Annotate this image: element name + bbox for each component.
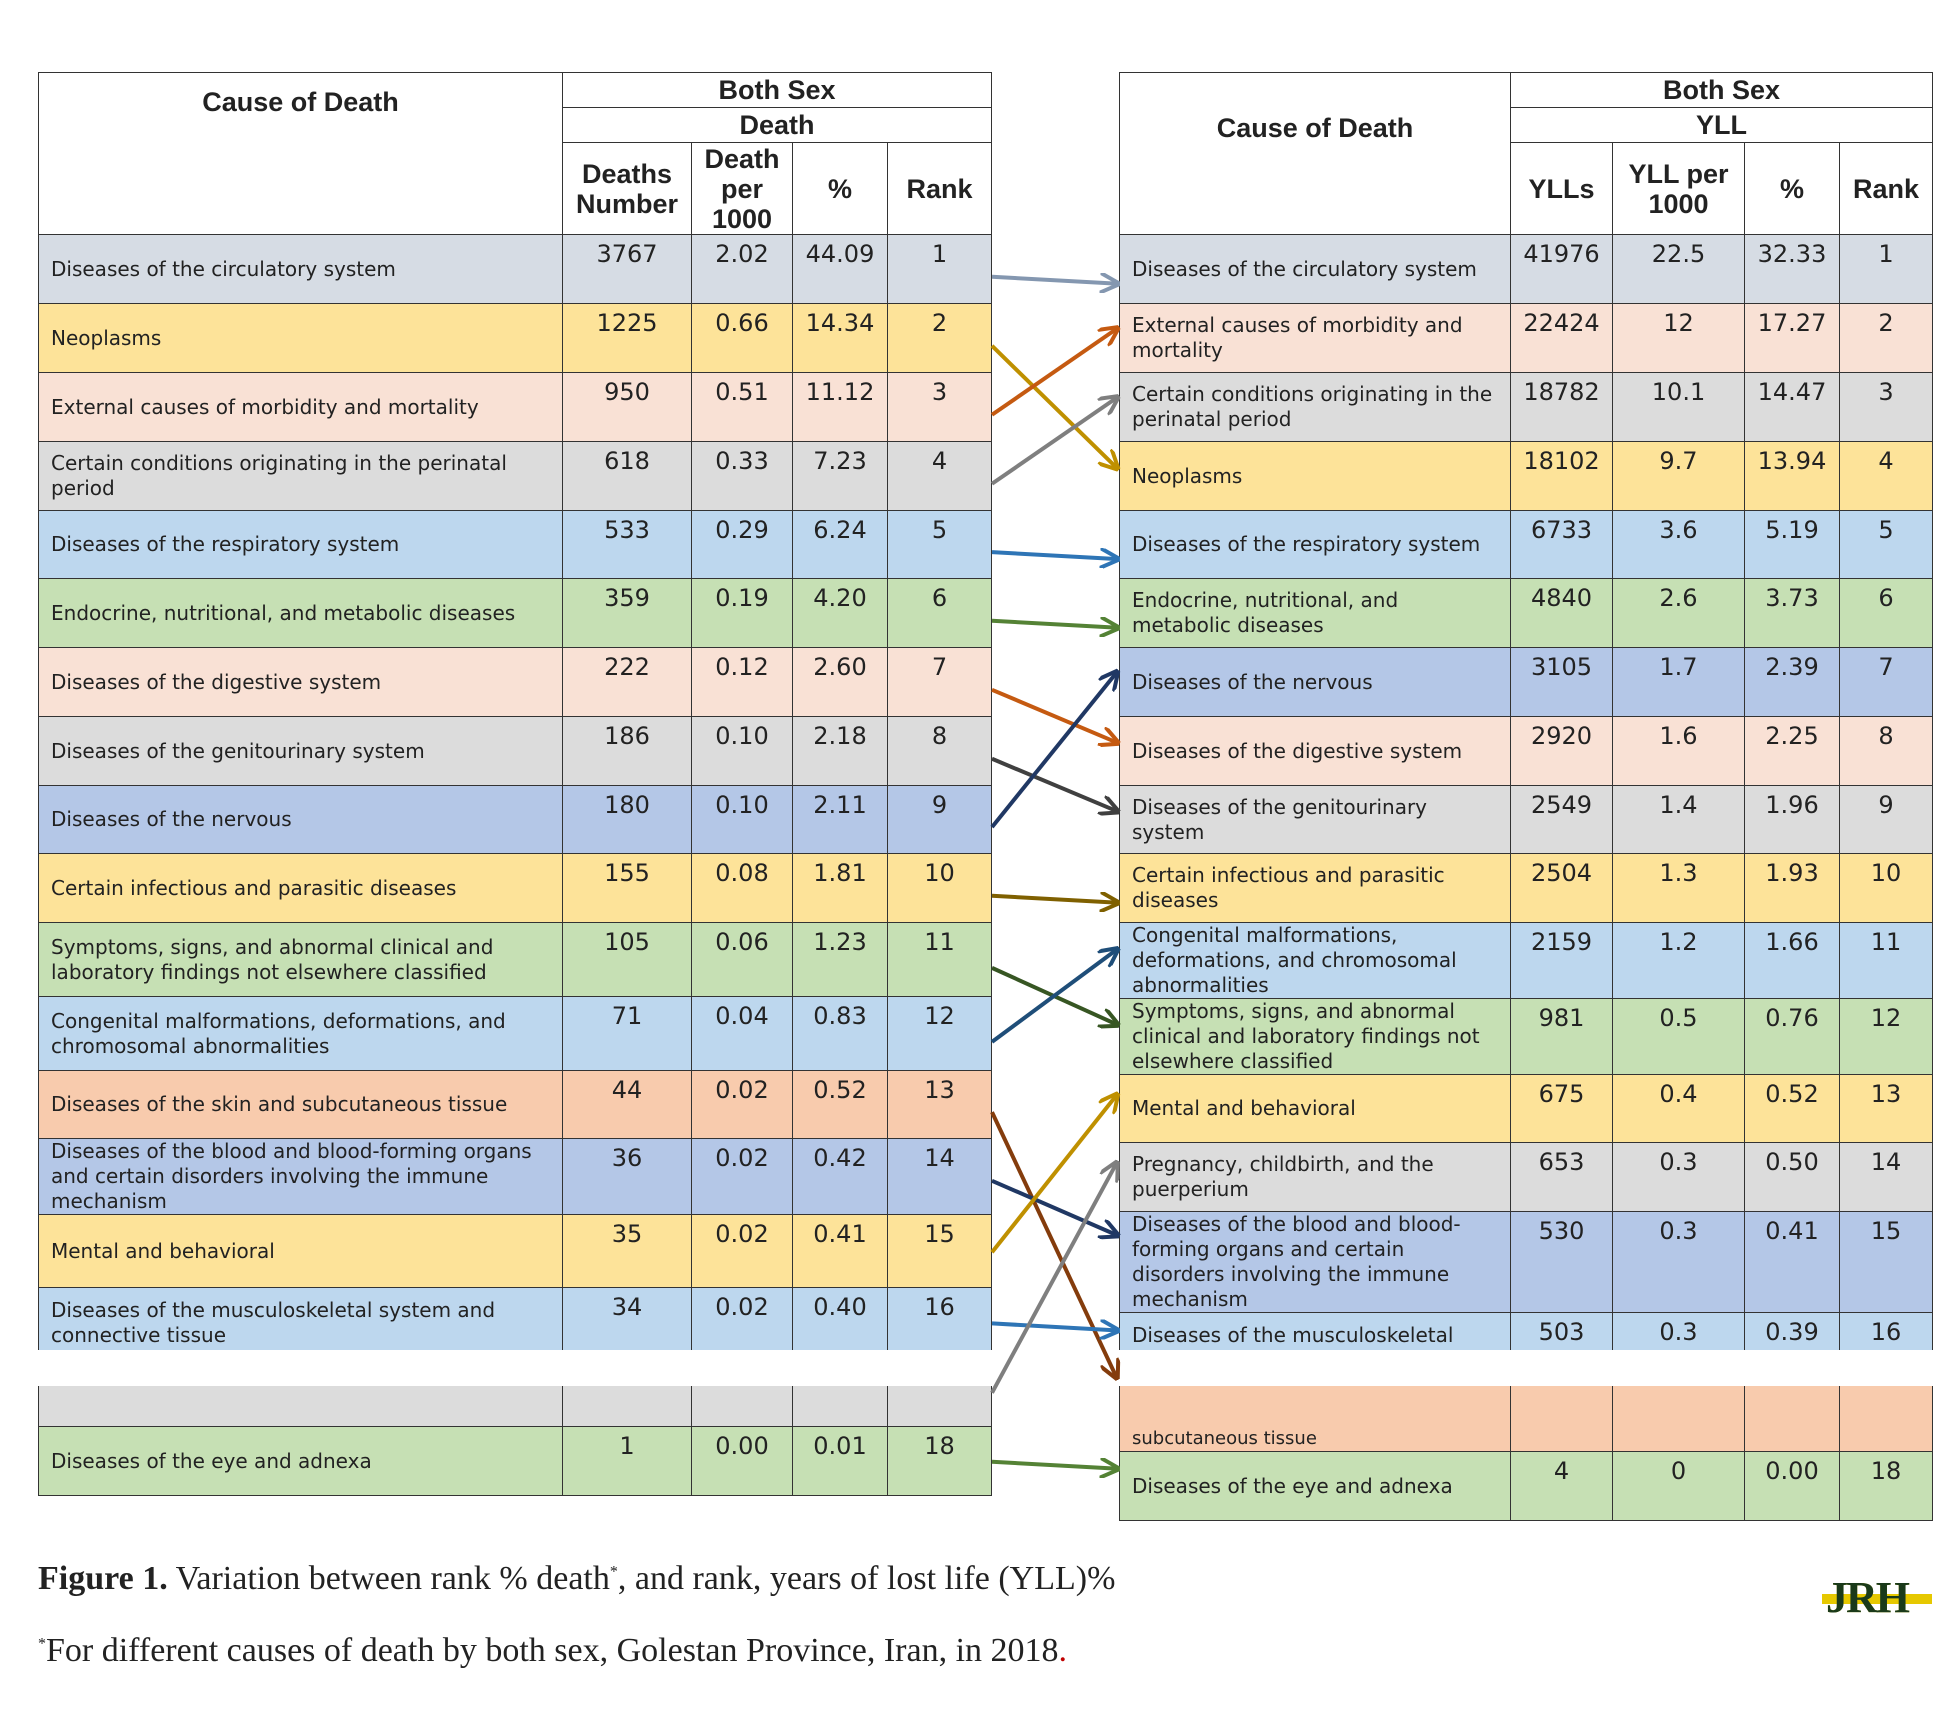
rank-cell: 6	[1840, 579, 1933, 648]
rank-header: Rank	[888, 143, 992, 235]
cause-cell: Diseases of the digestive system	[1120, 717, 1511, 786]
both-sex-header: Both Sex	[1511, 73, 1933, 108]
value-1-cell: 503	[1511, 1313, 1613, 1383]
cause-cell: Diseases of the respiratory system	[39, 511, 563, 579]
rank-cell: 11	[1840, 923, 1933, 999]
rank-cell: 8	[888, 717, 992, 786]
percent-cell: 0.52	[1745, 1075, 1840, 1143]
value-2-cell: 2.6	[1613, 579, 1745, 648]
rank-cell: 3	[1840, 373, 1933, 442]
rank-arrow	[992, 1462, 1116, 1469]
rank-cell: 3	[888, 373, 992, 442]
value-1-cell: 4	[1511, 1452, 1613, 1521]
rank-arrow	[992, 1112, 1116, 1376]
rank-arrow	[992, 552, 1116, 559]
value-2-cell: 0.02	[692, 1071, 793, 1139]
value-2-cell: 0.08	[692, 854, 793, 923]
rank-cell: 4	[1840, 442, 1933, 511]
cause-cell: Certain infectious and parasitic diseases	[39, 854, 563, 923]
cause-cell: Diseases of the nervous	[1120, 648, 1511, 717]
yll-group-header: YLL	[1511, 108, 1933, 143]
cause-cell: Diseases of the musculoskeletal	[1120, 1313, 1511, 1383]
percent-cell: 0.50	[1745, 1143, 1840, 1212]
cause-cell: Neoplasms	[39, 304, 563, 373]
cause-cell: Diseases of the circulatory system	[39, 235, 563, 304]
value-1-cell: 2504	[1511, 854, 1613, 923]
rank-arrow	[992, 621, 1116, 628]
rank-cell: 18	[1840, 1452, 1933, 1521]
rank-arrow	[992, 277, 1116, 284]
rank-cell: 2	[888, 304, 992, 373]
percent-cell: 7.23	[793, 442, 888, 511]
rank-cell: 7	[1840, 648, 1933, 717]
value-2-cell: 0.02	[692, 1288, 793, 1358]
rank-cell: 18	[888, 1427, 992, 1496]
percent-cell: 0.42	[793, 1139, 888, 1215]
value-2-cell: 12	[1613, 304, 1745, 373]
rank-cell: 8	[1840, 717, 1933, 786]
rank-arrow	[992, 329, 1116, 415]
value-2-cell: 0.4	[1613, 1075, 1745, 1143]
value-1-cell: 71	[563, 997, 692, 1071]
cause-cell: Certain infectious and parasitic diseases	[1120, 854, 1511, 923]
rank-cell: 11	[888, 923, 992, 997]
value-1-cell: 180	[563, 786, 692, 854]
value-2-cell: 0.5	[1613, 999, 1745, 1075]
cause-cell: Diseases of the blood and blood-forming organs and certain disorders involving the immune mechanism	[1120, 1212, 1511, 1313]
value-1-cell: 22424	[1511, 304, 1613, 373]
percent-cell: 0.83	[793, 997, 888, 1071]
value-2-cell: 0.66	[692, 304, 793, 373]
yll-per-1000-header: YLL per 1000	[1613, 143, 1745, 235]
value-2-cell: 0.29	[692, 511, 793, 579]
rank-cell: 9	[1840, 786, 1933, 854]
value-2-cell: 1.6	[1613, 717, 1745, 786]
percent-header: %	[793, 143, 888, 235]
value-2-cell: 0.02	[692, 1215, 793, 1288]
value-1-cell: 4840	[1511, 579, 1613, 648]
cause-cell: Mental and behavioral	[39, 1215, 563, 1288]
percent-cell: 2.25	[1745, 717, 1840, 786]
percent-cell: 0.41	[1745, 1212, 1840, 1313]
figure-footnote: *For different causes of death by both sex, Golestan Province, Iran, in 2018.	[38, 1632, 1068, 1669]
death-per-1000-header: Death per 1000	[692, 143, 793, 235]
percent-cell: 2.18	[793, 717, 888, 786]
value-1-cell: 981	[1511, 999, 1613, 1075]
rank-cell: 13	[1840, 1075, 1933, 1143]
value-1-cell: 155	[563, 854, 692, 923]
percent-cell: 13.94	[1745, 442, 1840, 511]
cause-cell: Certain conditions originating in the perinatal period	[1120, 373, 1511, 442]
percent-cell: 14.47	[1745, 373, 1840, 442]
value-1-cell: 1	[563, 1427, 692, 1496]
rank-cell: 12	[1840, 999, 1933, 1075]
percent-cell: 5.19	[1745, 511, 1840, 579]
value-2-cell: 0	[1613, 1452, 1745, 1521]
cause-cell: Diseases of the digestive system	[39, 648, 563, 717]
percent-cell: 0.76	[1745, 999, 1840, 1075]
cause-cell: Certain conditions originating in the perinatal period	[39, 442, 563, 511]
value-2-cell: 1.4	[1613, 786, 1745, 854]
rank-cell: 2	[1840, 304, 1933, 373]
rank-cell: 1	[1840, 235, 1933, 304]
rank-arrow	[992, 1164, 1116, 1393]
percent-cell: 1.93	[1745, 854, 1840, 923]
percent-cell: 44.09	[793, 235, 888, 304]
ylls-header: YLLs	[1511, 143, 1613, 235]
value-2-cell: 10.1	[1613, 373, 1745, 442]
figure-caption: Figure 1. Variation between rank % death*, and rank, years of lost life (YLL)%	[38, 1560, 1116, 1597]
death-group-header: Death	[563, 108, 992, 143]
rank-arrow	[992, 950, 1116, 1042]
rank-cell: 13	[888, 1071, 992, 1139]
percent-header: %	[1745, 143, 1840, 235]
cause-cell: Diseases of the respiratory system	[1120, 511, 1511, 579]
value-1-cell: 653	[1511, 1143, 1613, 1212]
value-1-cell: 530	[1511, 1212, 1613, 1313]
value-1-cell: 2549	[1511, 786, 1613, 854]
value-1-cell: 3767	[563, 235, 692, 304]
percent-cell: 1.66	[1745, 923, 1840, 999]
value-2-cell: 0.51	[692, 373, 793, 442]
value-2-cell: 0.3	[1613, 1313, 1745, 1383]
cause-cell: Congenital malformations, deformations, and chromosomal abnormalities	[39, 997, 563, 1071]
value-2-cell: 1.2	[1613, 923, 1745, 999]
rank-header: Rank	[1840, 143, 1933, 235]
value-1-cell: 6733	[1511, 511, 1613, 579]
value-1-cell: 618	[563, 442, 692, 511]
rank-arrow	[992, 346, 1116, 467]
cause-cell: Pregnancy, childbirth, and the puerperium	[1120, 1143, 1511, 1212]
value-1-cell: 35	[563, 1215, 692, 1288]
value-2-cell: 0.3	[1613, 1212, 1745, 1313]
rank-cell: 7	[888, 648, 992, 717]
percent-cell: 3.73	[1745, 579, 1840, 648]
cause-cell: Diseases of the genitourinary system	[1120, 786, 1511, 854]
percent-cell: 0.39	[1745, 1313, 1840, 1383]
value-1-cell: 533	[563, 511, 692, 579]
percent-cell: 0.00	[1745, 1452, 1840, 1521]
value-2-cell: 0.00	[692, 1427, 793, 1496]
rank-cell: 16	[1840, 1313, 1933, 1383]
rank-cell: 15	[888, 1215, 992, 1288]
cause-cell: Neoplasms	[1120, 442, 1511, 511]
value-1-cell: 359	[563, 579, 692, 648]
cause-header: Cause of Death	[39, 73, 563, 235]
cause-cell: Diseases of the eye and adnexa	[1120, 1452, 1511, 1521]
value-2-cell: 0.04	[692, 997, 793, 1071]
value-2-cell: 1.3	[1613, 854, 1745, 923]
value-1-cell: 36	[563, 1139, 692, 1215]
rank-arrow	[992, 1323, 1116, 1330]
percent-cell: 17.27	[1745, 304, 1840, 373]
percent-cell: 0.01	[793, 1427, 888, 1496]
value-2-cell: 0.02	[692, 1139, 793, 1215]
cause-cell: Diseases of the eye and adnexa	[39, 1427, 563, 1496]
cause-cell: Diseases of the nervous	[39, 786, 563, 854]
cause-cell: Diseases of the genitourinary system	[39, 717, 563, 786]
rank-cell: 12	[888, 997, 992, 1071]
cause-cell: Symptoms, signs, and abnormal clinical and laboratory findings not elsewhere classified	[1120, 999, 1511, 1075]
value-2-cell: 0.10	[692, 717, 793, 786]
rank-cell: 5	[888, 511, 992, 579]
value-2-cell: 0.10	[692, 786, 793, 854]
percent-cell: 32.33	[1745, 235, 1840, 304]
value-1-cell: 18102	[1511, 442, 1613, 511]
percent-cell: 4.20	[793, 579, 888, 648]
percent-cell: 1.81	[793, 854, 888, 923]
deaths-number-header: Deaths Number	[563, 143, 692, 235]
rank-cell: 14	[1840, 1143, 1933, 1212]
rank-arrow	[992, 896, 1116, 903]
percent-cell: 1.23	[793, 923, 888, 997]
cause-header: Cause of Death	[1120, 73, 1511, 143]
value-2-cell: 0.12	[692, 648, 793, 717]
rank-cell: 15	[1840, 1212, 1933, 1313]
value-2-cell: 0.3	[1613, 1143, 1745, 1212]
rank-cell: 10	[1840, 854, 1933, 923]
cause-cell: Endocrine, nutritional, and metabolic diseases	[39, 579, 563, 648]
rank-cell: 14	[888, 1139, 992, 1215]
value-2-cell: 22.5	[1613, 235, 1745, 304]
cause-cell: Symptoms, signs, and abnormal clinical and laboratory findings not elsewhere classified	[39, 923, 563, 997]
percent-cell: 0.52	[793, 1071, 888, 1139]
value-1-cell: 2159	[1511, 923, 1613, 999]
value-1-cell: 2920	[1511, 717, 1613, 786]
cause-cell: Congenital malformations, deformations, and chromosomal abnormalities	[1120, 923, 1511, 999]
percent-cell: 2.11	[793, 786, 888, 854]
cause-cell: Diseases of the blood and blood-forming organs and certain disorders involving the immune mechanism	[39, 1139, 563, 1215]
percent-cell: 1.96	[1745, 786, 1840, 854]
percent-cell: 6.24	[793, 511, 888, 579]
percent-cell: 0.40	[793, 1288, 888, 1358]
value-1-cell: 1225	[563, 304, 692, 373]
percent-cell: 0.41	[793, 1215, 888, 1288]
percent-cell: 11.12	[793, 373, 888, 442]
value-2-cell: 9.7	[1613, 442, 1745, 511]
rank-cell: 6	[888, 579, 992, 648]
cause-cell: Diseases of the musculoskeletal system and connective tissue	[39, 1288, 563, 1358]
value-1-cell: 18782	[1511, 373, 1613, 442]
cause-cell: Diseases of the circulatory system	[1120, 235, 1511, 304]
rank-cell: 9	[888, 786, 992, 854]
value-2-cell: 0.06	[692, 923, 793, 997]
value-2-cell: 0.33	[692, 442, 793, 511]
value-1-cell: 186	[563, 717, 692, 786]
value-2-cell: 2.02	[692, 235, 793, 304]
cause-cell: Diseases of the skin and subcutaneous tissue	[39, 1071, 563, 1139]
value-1-cell: 675	[1511, 1075, 1613, 1143]
rank-cell: 5	[1840, 511, 1933, 579]
value-1-cell: 34	[563, 1288, 692, 1358]
value-1-cell: 222	[563, 648, 692, 717]
cause-cell: External causes of morbidity and mortality	[39, 373, 563, 442]
value-1-cell: 44	[563, 1071, 692, 1139]
jrh-logo: JRH	[1822, 1578, 1932, 1618]
rank-cell: 4	[888, 442, 992, 511]
cause-cell: subcutaneous tissue	[1120, 1383, 1511, 1452]
both-sex-header: Both Sex	[563, 73, 992, 108]
percent-cell: 2.39	[1745, 648, 1840, 717]
rank-cell: 16	[888, 1288, 992, 1358]
value-1-cell: 105	[563, 923, 692, 997]
rank-arrow	[992, 398, 1116, 484]
cause-cell: Endocrine, nutritional, and metabolic diseases	[1120, 579, 1511, 648]
value-1-cell: 41976	[1511, 235, 1613, 304]
rank-cell: 1	[888, 235, 992, 304]
value-1-cell: 950	[563, 373, 692, 442]
value-2-cell: 1.7	[1613, 648, 1745, 717]
percent-cell: 14.34	[793, 304, 888, 373]
cause-cell: Mental and behavioral	[1120, 1075, 1511, 1143]
value-2-cell: 3.6	[1613, 511, 1745, 579]
value-2-cell: 0.19	[692, 579, 793, 648]
cause-cell: External causes of morbidity and mortality	[1120, 304, 1511, 373]
value-1-cell: 3105	[1511, 648, 1613, 717]
percent-cell: 2.60	[793, 648, 888, 717]
rank-cell: 10	[888, 854, 992, 923]
